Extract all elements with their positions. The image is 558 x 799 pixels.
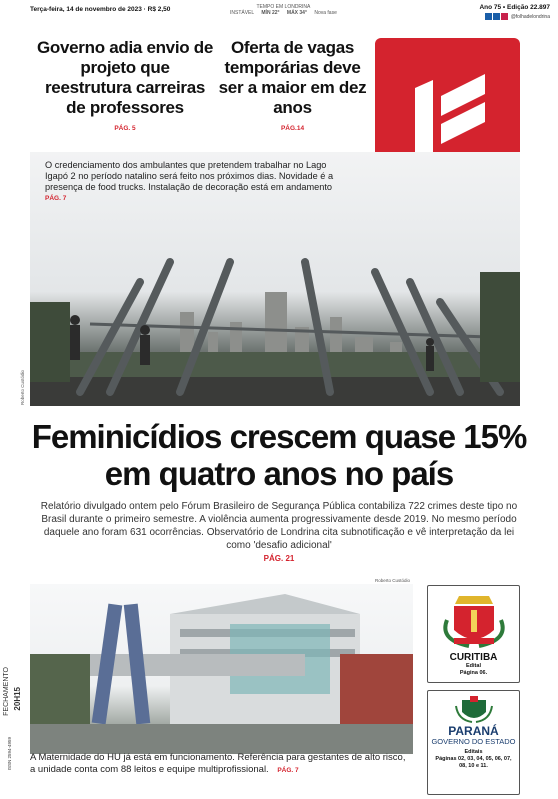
weather-note: Nova fase	[314, 10, 337, 16]
twitter-icon[interactable]	[493, 13, 500, 20]
weather-condition: INSTÁVEL	[230, 10, 254, 16]
curitiba-crest-icon	[429, 590, 519, 652]
weather-title: TEMPO EM LONDRINA	[256, 4, 311, 10]
facebook-icon[interactable]	[485, 13, 492, 20]
main-deck-text: Relatório divulgado ontem pelo Fórum Brasileiro de Segurança Pública contabiliza 722 crimes deste tipo no Brasil durante o primeiro semestre. A violência aumenta progressivamente desde 2019. No mesmo período daquele ano foram 631 ocorrências. Observatório de Londrina cita subnotificação e vê interpretação da lei como 'desafio adicional'	[40, 501, 518, 551]
ad-curitiba-line1: Edital	[466, 663, 481, 669]
instagram-icon[interactable]	[501, 13, 508, 20]
ad-parana-sub: GOVERNO DO ESTADO	[431, 737, 516, 746]
teaser-2-title: Oferta de vagas temporárias deve ser a maior em dez anos	[218, 38, 367, 117]
closing-time: 20H15	[13, 687, 22, 711]
photo1-credit: Roberto Custódio	[20, 370, 25, 406]
edition-number: Ano 75 • Edição 22.897	[479, 4, 550, 11]
closing-time-box	[3, 667, 25, 797]
photo-maternidade-hu	[30, 584, 413, 754]
maternity-photo	[30, 584, 413, 754]
closing-label: FECHAMENTO	[3, 667, 10, 716]
main-headline[interactable]: Feminicídios crescem quase 15% em quatro anos no país	[31, 418, 527, 492]
masthead-bar	[30, 4, 550, 22]
photo1-page: PÁG. 7	[45, 195, 67, 202]
weather-max: MÁX 34°	[286, 10, 307, 16]
teaser-2-page: PÁG.14	[280, 125, 305, 132]
photo2-page: PÁG. 7	[277, 766, 299, 774]
ad-parana-line2: Páginas 02, 03, 04, 05, 06, 07, 08, 10 e 11.	[435, 756, 512, 769]
photo2-caption	[30, 752, 413, 776]
main-page: PÁG. 21	[263, 554, 295, 563]
social-links	[485, 13, 550, 20]
weather-min: MÍN 22°	[261, 10, 280, 16]
photo1-caption-text: O credenciamento dos ambulantes que pretendem trabalhar no Lago Igapó 2 no período natalino será feito nos próximos dias. Novidade é a presença de food trucks. Instalação de decoração está em andamento	[45, 160, 334, 192]
date-price: Terça-feira, 14 de novembro de 2023 · R$ 2,50	[30, 6, 171, 13]
ad-curitiba-name: CURITIBA	[449, 652, 498, 663]
teaser-1-page: PÁG. 5	[114, 125, 136, 132]
weather-box	[230, 4, 337, 16]
teaser-2[interactable]	[215, 38, 370, 132]
issn: ISSN 2594-4959	[7, 737, 12, 771]
ad-curitiba[interactable]	[427, 585, 520, 683]
teaser-1-title: Governo adia envio de projeto que reestrutura carreiras de professores	[36, 38, 214, 117]
photo2-caption-text: A Maternidade do HU já está em funcionamento. Referência para gestantes de alto risco, a unidade conta com 88 leitos e equipe multiprofissional.	[30, 752, 406, 775]
main-deck	[32, 500, 526, 565]
parana-crest-icon	[454, 694, 494, 724]
photo1-caption	[45, 160, 345, 204]
social-handle: @folhadelondrina	[510, 13, 550, 20]
ad-curitiba-line2: Página 06.	[459, 670, 488, 676]
teaser-1[interactable]	[35, 38, 215, 132]
photo2-credit: Roberto Custódio	[375, 578, 411, 583]
ad-parana[interactable]	[427, 690, 520, 795]
ad-parana-line1: Editais	[464, 749, 483, 755]
ad-parana-name: PARANÁ	[448, 724, 499, 738]
